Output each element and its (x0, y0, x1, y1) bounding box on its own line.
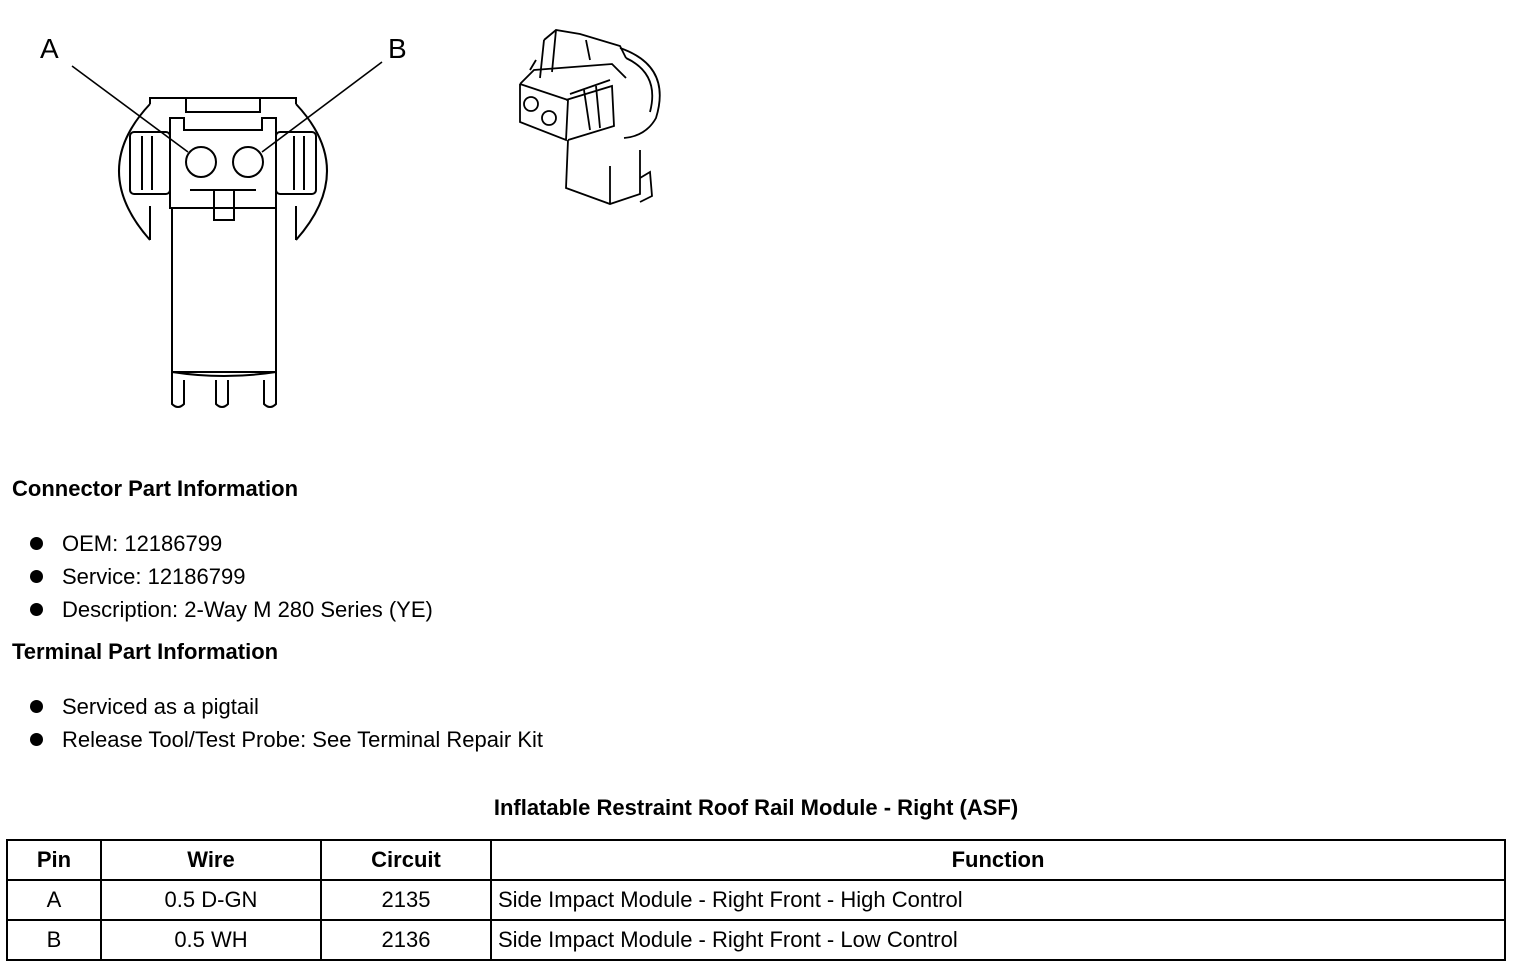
pinout-table (6, 839, 1506, 961)
circuit-cell: 2136 (321, 920, 491, 960)
column-header-function: Function (491, 840, 1505, 880)
function-cell: Side Impact Module - Right Front - High Control (491, 880, 1505, 920)
terminal-part-info-heading: Terminal Part Information (12, 639, 279, 664)
bullet-icon (30, 570, 43, 583)
list-item: Service: 12186799 (30, 560, 433, 593)
circuit-cell: 2135 (321, 880, 491, 920)
connector-part-info-list (30, 527, 433, 626)
connector-diagram (0, 0, 700, 440)
list-item: Release Tool/Test Probe: See Terminal Repair Kit (30, 723, 543, 756)
bullet-icon (30, 733, 43, 746)
connector-isometric-view (520, 30, 660, 204)
bullet-icon (30, 700, 43, 713)
pin-label-a: A (40, 33, 59, 64)
list-item: Description: 2-Way M 280 Series (YE) (30, 593, 433, 626)
bullet-icon (30, 603, 43, 616)
list-item: OEM: 12186799 (30, 527, 433, 560)
pin-label-b: B (388, 33, 407, 64)
wire-cell: 0.5 WH (101, 920, 321, 960)
bullet-icon (30, 537, 43, 550)
table-header-row (7, 840, 1505, 880)
table-row (7, 880, 1505, 920)
list-item: Serviced as a pigtail (30, 690, 543, 723)
column-header-wire: Wire (101, 840, 321, 880)
pin-cell: A (7, 880, 101, 920)
column-header-circuit: Circuit (321, 840, 491, 880)
connector-face-view (72, 62, 382, 407)
connector-part-info-heading: Connector Part Information (12, 476, 299, 501)
pin-cell: B (7, 920, 101, 960)
table-row (7, 920, 1505, 960)
table-title: Inflatable Restraint Roof Rail Module - Right (ASF) (493, 795, 1019, 820)
terminal-part-info-list (30, 690, 543, 756)
column-header-pin: Pin (7, 840, 101, 880)
function-cell: Side Impact Module - Right Front - Low Control (491, 920, 1505, 960)
wire-cell: 0.5 D-GN (101, 880, 321, 920)
